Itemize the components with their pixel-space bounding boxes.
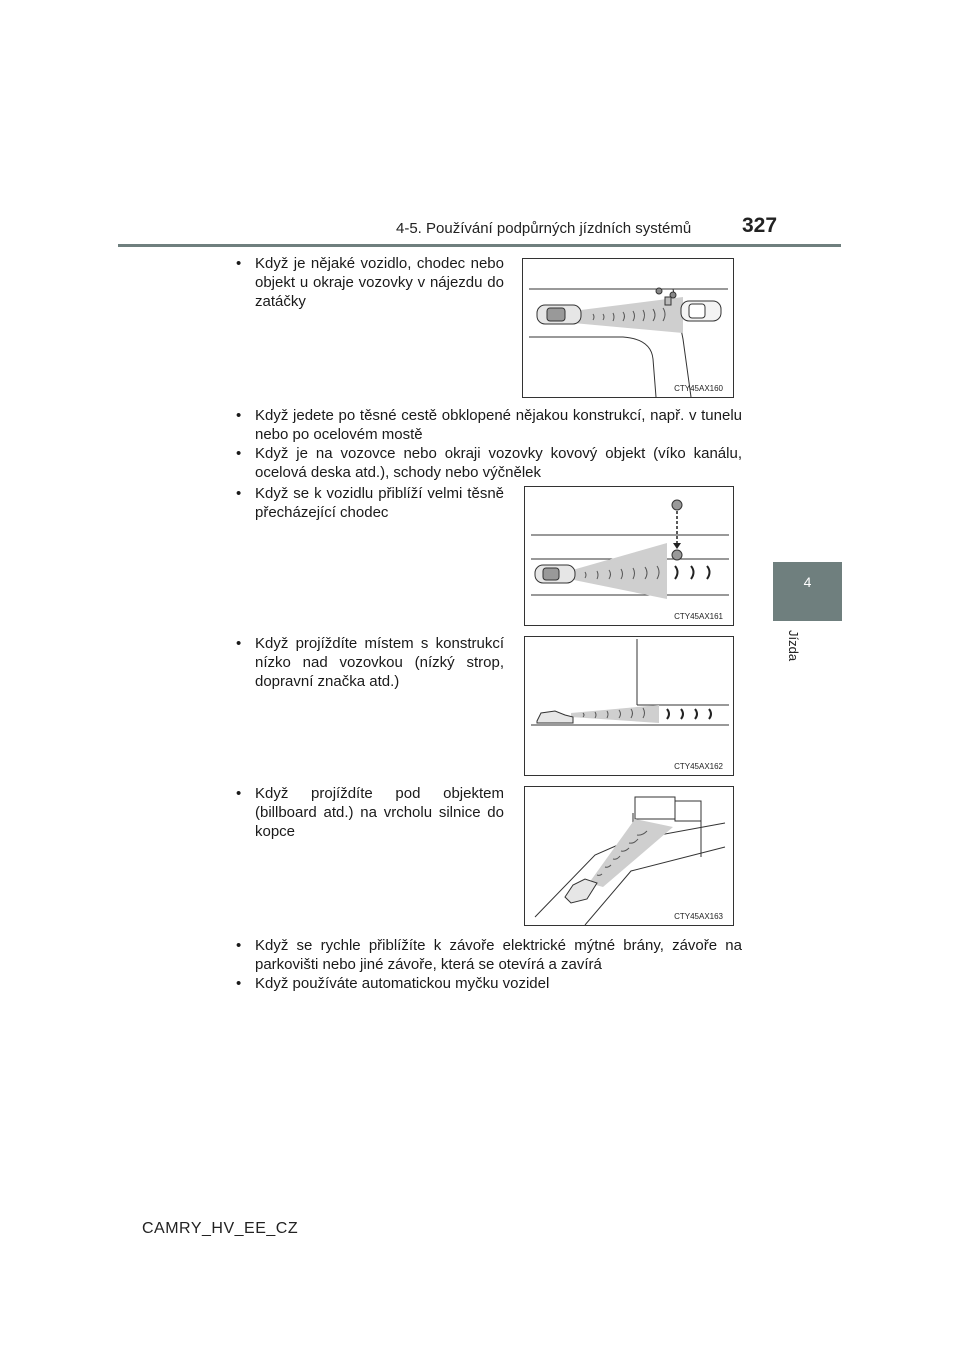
chapter-label: Jízda: [786, 630, 801, 662]
bullet-item: [236, 254, 504, 311]
figure-pedestrian-crossing: [524, 486, 734, 626]
bullet-item: [236, 406, 742, 444]
bullet-text: Když se k vozidlu přiblíží velmi těsně přecházející chodec: [255, 485, 504, 521]
bullet-symbol: •: [236, 485, 242, 502]
header-divider: [118, 244, 841, 247]
figure-curve-vehicle: [522, 258, 734, 398]
bullet-text: Když projíždíte pod objektem (billboard atd.) na vrcholu silnice do kopce: [255, 785, 504, 840]
billboard-illustration: [525, 787, 733, 925]
figure-code: CTY45AX163: [674, 912, 723, 921]
pedestrian-illustration: [525, 487, 733, 625]
bullet-item: [236, 634, 504, 691]
figure-code: CTY45AX160: [674, 384, 723, 393]
bullet-text: Když projíždíte místem s konstrukcí nízko nad vozovkou (nízký strop, dopravní značka atd.): [255, 635, 504, 690]
bullet-symbol: •: [236, 785, 242, 802]
model-code: CAMRY_HV_EE_CZ: [142, 1220, 299, 1237]
bullet-symbol: •: [236, 255, 242, 272]
bullet-text: Když je na vozovce nebo okraji vozovky kovový objekt (víko kanálu, ocelová deska atd.), schody nebo výčnělek: [255, 445, 742, 481]
section-title: 4-5. Používání podpůrných jízdních systémů: [396, 220, 692, 237]
figure-billboard-hill: [524, 786, 734, 926]
page-number: 327: [742, 214, 778, 237]
bullet-text: Když používáte automatickou myčku vozidel: [255, 975, 550, 992]
bullet-item: [236, 974, 742, 993]
low-structure-illustration: [525, 637, 733, 775]
bullet-item: [236, 484, 504, 522]
bullet-symbol: •: [236, 635, 242, 652]
bullet-item: [236, 784, 504, 841]
bullet-text: Když jedete po těsné cestě obklopené nějakou konstrukcí, např. v tunelu nebo po ocelovém mostě: [255, 407, 742, 443]
chapter-number: 4: [803, 574, 812, 590]
bullet-symbol: •: [236, 407, 242, 424]
bullet-symbol: •: [236, 445, 242, 462]
figure-code: CTY45AX162: [674, 762, 723, 771]
curve-illustration: [523, 259, 733, 397]
bullet-symbol: •: [236, 975, 242, 992]
bullet-symbol: •: [236, 937, 242, 954]
chapter-tab: [773, 562, 842, 621]
bullet-item: [236, 444, 742, 482]
figure-code: CTY45AX161: [674, 612, 723, 621]
bullet-item: [236, 936, 742, 974]
bullet-text: Když je nějaké vozidlo, chodec nebo objekt u okraje vozovky v nájezdu do zatáčky: [255, 255, 504, 310]
figure-low-structure: [524, 636, 734, 776]
bullet-text: Když se rychle přiblížíte k závoře elektrické mýtné brány, závoře na parkovišti nebo jiné závoře, která se otevírá a zavírá: [255, 937, 742, 973]
